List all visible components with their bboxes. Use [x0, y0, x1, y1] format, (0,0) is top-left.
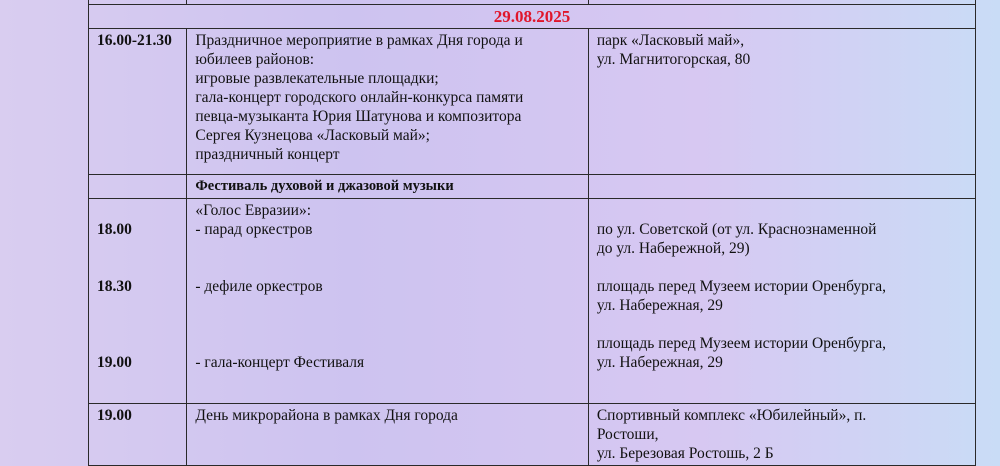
- date-heading: 29.08.2025: [89, 5, 976, 29]
- event-cell: [187, 199, 589, 404]
- table-row: [89, 404, 976, 466]
- time-value: 19.00: [97, 354, 132, 371]
- event-line: Сергея Кузнецова «Ласковый май»;: [195, 127, 430, 144]
- event-title: «Голос Евразии»:: [195, 202, 312, 219]
- section-row: [89, 175, 976, 199]
- event-cell: [187, 29, 589, 175]
- schedule-table: [88, 0, 976, 466]
- event-line: - парад оркестров: [195, 221, 313, 238]
- time-cell: 19.00: [89, 404, 187, 466]
- place-cell: [588, 29, 975, 175]
- time-value: 18.30: [97, 278, 132, 295]
- place-line: Спортивный комплекс «Юбилейный», п.: [596, 407, 867, 424]
- event-line: юбилеев районов:: [195, 51, 315, 68]
- time-cell: 16.00-21.30: [89, 29, 187, 175]
- table-row: [89, 199, 976, 404]
- place-cell: [588, 404, 975, 466]
- event-cell: День микрорайона в рамках Дня города: [187, 404, 589, 466]
- event-line: - гала-концерт Фестиваля: [195, 354, 365, 371]
- place-line: ул. Березовая Ростошь, 2 Б: [596, 445, 774, 462]
- event-line: Праздничное мероприятие в рамках Дня города и: [195, 32, 523, 49]
- place-line: парк «Ласковый май»,: [596, 32, 745, 49]
- time-cell: [89, 199, 187, 404]
- date-row: [89, 5, 976, 29]
- place-line: площадь перед Музеем истории Оренбурга,: [596, 278, 887, 295]
- place-line: до ул. Набережной, 29): [596, 240, 750, 257]
- place-line: по ул. Советской (от ул. Краснознаменной: [596, 221, 877, 238]
- table-row: [89, 29, 976, 175]
- event-line: праздничный концерт: [195, 146, 340, 163]
- time-value: 18.00: [97, 221, 132, 238]
- event-line: - дефиле оркестров: [195, 278, 323, 295]
- place-line: ул. Набережная, 29: [596, 354, 723, 371]
- section-title: Фестиваль духовой и джазовой музыки: [187, 175, 589, 199]
- place-line: Ростоши,: [596, 426, 659, 443]
- place-line: ул. Набережная, 29: [596, 297, 723, 314]
- event-line: игровые развлекательные площадки;: [195, 70, 439, 87]
- place-line: площадь перед Музеем истории Оренбурга,: [596, 335, 887, 352]
- event-line: гала-концерт городского онлайн-конкурса памяти: [195, 89, 524, 106]
- place-cell: [588, 199, 975, 404]
- event-line: певца-музыканта Юрия Шатунова и композитора: [195, 108, 522, 125]
- place-line: ул. Магнитогорская, 80: [596, 51, 751, 68]
